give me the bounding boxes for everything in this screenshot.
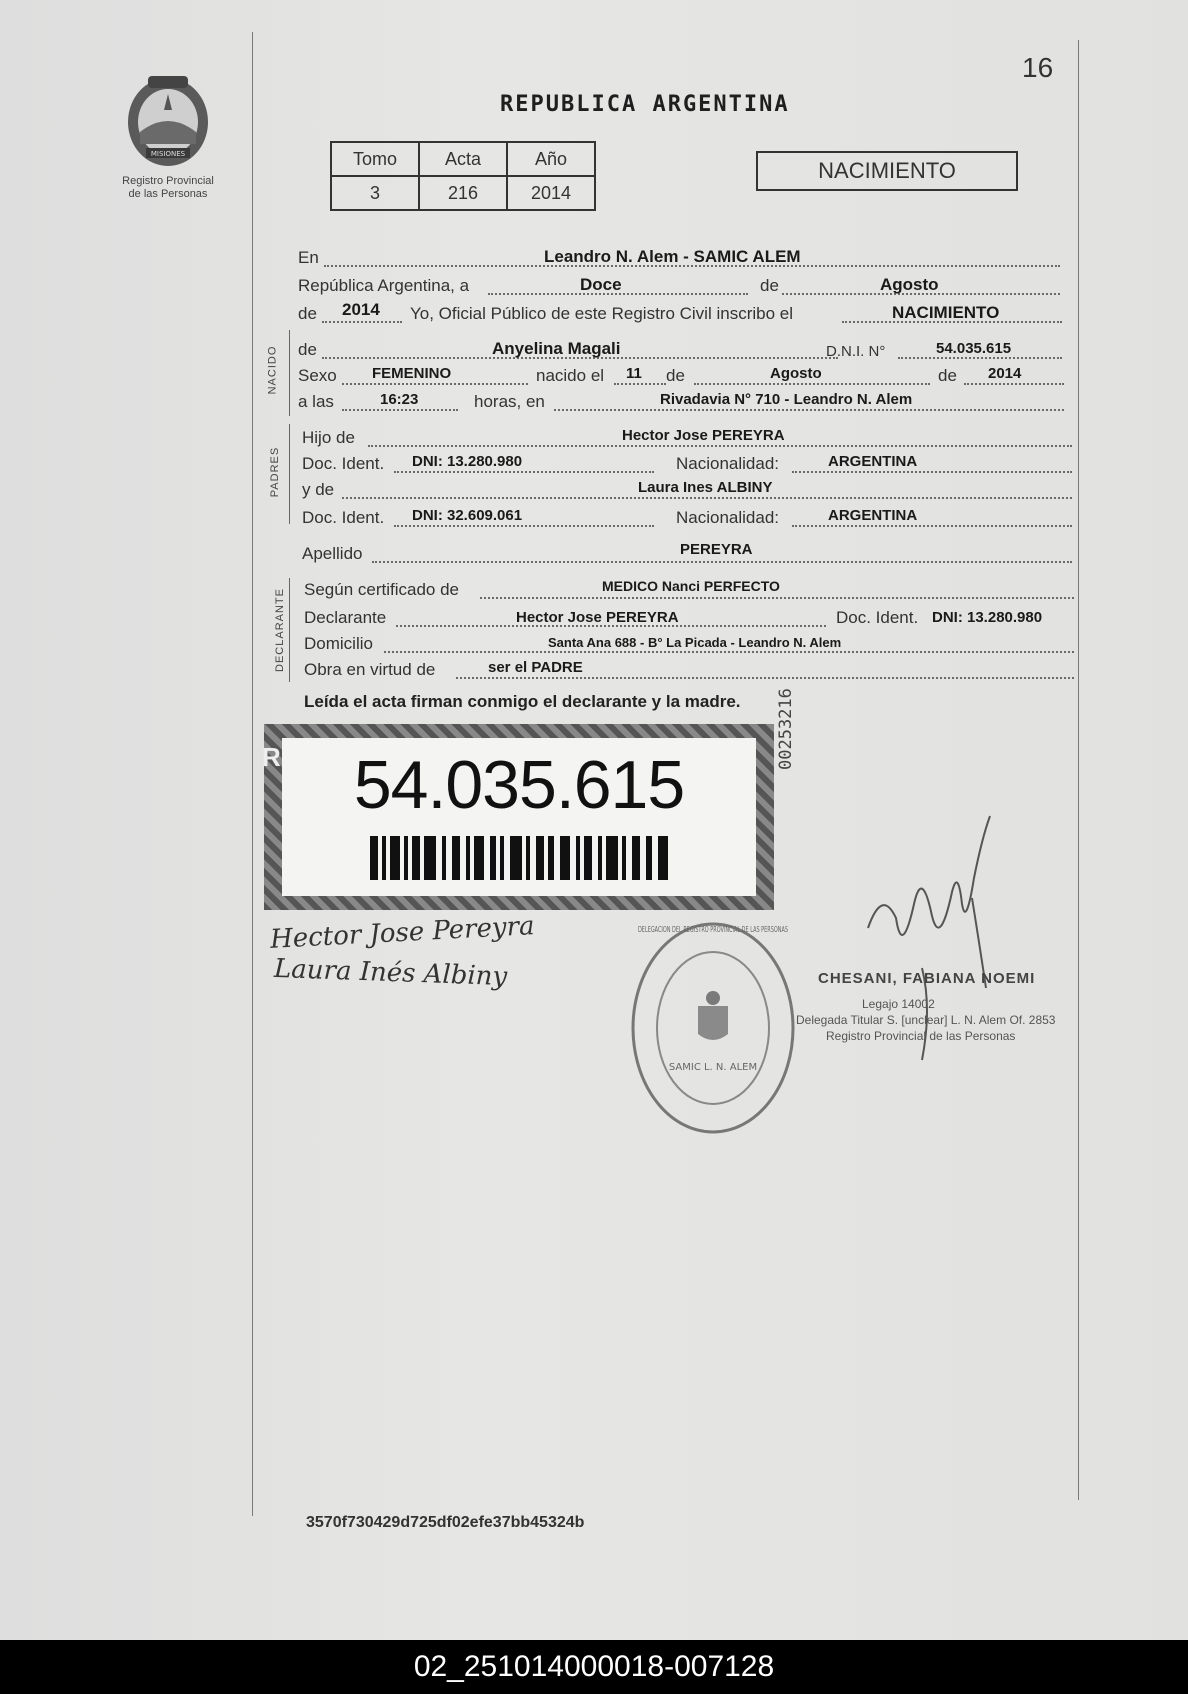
province-emblem-icon [118, 70, 218, 170]
padres-bracket [289, 424, 290, 524]
obra-dots [456, 677, 1074, 679]
de-label-2: de [298, 304, 317, 323]
declarante-bracket [289, 578, 290, 682]
row-apellido [302, 540, 1072, 566]
emblem-lettering: MISIONES [150, 150, 186, 158]
en-value: Leandro N. Alem - SAMIC ALEM [544, 247, 801, 266]
row-obra [304, 656, 1074, 682]
seal-shield-icon [698, 991, 728, 1040]
padre-nac-dots [792, 471, 1072, 473]
nacido-de-label: de [298, 340, 317, 359]
madre-nac-dots [792, 525, 1072, 527]
domicilio-value: Santa Ana 688 - B° La Picada - Leandro N. Alem [548, 635, 842, 650]
padre-doc-dots [394, 471, 654, 473]
sticker-serial: 00253216 [776, 688, 796, 770]
official-cargo: Delegada Titular S. [unclear] L. N. Alem Of. 2853 [796, 1013, 1056, 1027]
hijo-de-label: Hijo de [302, 428, 355, 447]
row-madre-doc [302, 504, 1072, 530]
yo-label: Yo, Oficial Público de este Registro Civil inscribo el [410, 304, 793, 323]
page-number: 16 [1022, 52, 1054, 83]
logo-label-line1: Registro Provincial [122, 175, 214, 187]
declarante-value: Hector Jose PEREYRA [516, 609, 679, 626]
domicilio-dots [384, 651, 1074, 653]
father-signature: Hector Jose Pereyra [269, 911, 536, 955]
madre-nombre: Laura Ines ALBINY [638, 479, 773, 496]
madre-doc: DNI: 32.609.061 [412, 507, 523, 524]
apellido-label: Apellido [302, 544, 363, 563]
anio-value: 2014 [342, 300, 380, 319]
mes-value: Agosto [880, 275, 939, 294]
inscribo-value: NACIMIENTO [892, 303, 1000, 322]
padre-dots [368, 445, 1072, 447]
y-de-label: y de [302, 480, 335, 499]
madre-doc-dots [394, 525, 654, 527]
de-label: de [760, 276, 779, 295]
right-margin-line [1078, 40, 1079, 1500]
official-seal [628, 918, 798, 1138]
row-padre-doc [302, 450, 1072, 476]
madre-nac: ARGENTINA [828, 507, 918, 524]
anio-nac-dots [964, 383, 1064, 385]
sticker-label [282, 738, 756, 896]
nacido-bracket [289, 330, 290, 416]
dni-dots [898, 357, 1062, 359]
row-hora [298, 388, 1068, 414]
registry-table [330, 141, 596, 211]
registry-logo [108, 70, 228, 210]
domicilio-label: Domicilio [304, 634, 373, 653]
de-label-3: de [666, 366, 685, 385]
hora-value: 16:23 [380, 391, 419, 408]
seal-ring-text: DELEGACION DEL REGISTRO PROVINCIAL DE LAS PERSONAS [638, 925, 788, 934]
en-label: En [298, 248, 319, 267]
sexo-value: FEMENINO [372, 365, 452, 382]
official-registro: Registro Provincial de las Personas [826, 1029, 1016, 1043]
row-certificado [304, 576, 1074, 602]
row-hijo-de [302, 424, 1072, 450]
dia-value: Doce [580, 275, 622, 294]
closing-statement: Leída el acta firman conmigo el declarante y la madre. [304, 692, 741, 711]
anio-nac-value: 2014 [988, 365, 1022, 382]
padre-nac: ARGENTINA [828, 453, 918, 470]
nacido-el-label: nacido el [536, 366, 605, 385]
document-hash: 3570f730429d725df02efe37bb45324b [306, 1514, 585, 1531]
dia-nac-dots [614, 383, 666, 385]
sticker-number: 54.035.615 [353, 747, 685, 823]
row-domicilio [304, 630, 1074, 656]
padre-doc-label: Doc. Ident. [302, 454, 385, 473]
lugar-dots [554, 409, 1064, 411]
dia-nac-value: 11 [626, 365, 642, 382]
official-details [796, 996, 1055, 1044]
anio-dots [322, 321, 402, 323]
nacido-side-label: NACIDO [266, 345, 279, 395]
madre-doc-label: Doc. Ident. [302, 508, 385, 527]
madre-dots [342, 497, 1072, 499]
act-type-box: NACIMIENTO [756, 151, 1018, 191]
mes-nac-value: Agosto [770, 365, 822, 382]
certificado-dots [480, 597, 1074, 599]
official-legajo: Legajo 14002 [862, 997, 935, 1011]
sexo-label: Sexo [298, 366, 337, 385]
obra-label: Obra en virtud de [304, 660, 436, 679]
logo-label-line2: de las Personas [128, 188, 208, 200]
hora-dots [342, 409, 458, 411]
acta-value: 216 [419, 176, 507, 210]
padres-side-label: PADRES [269, 446, 282, 498]
scan-id-footer: 02_251014000018-007128 [0, 1640, 1188, 1694]
madre-nac-label: Nacionalidad: [676, 508, 780, 527]
tomo-header: Tomo [331, 142, 419, 176]
anio-value: 2014 [507, 176, 595, 210]
de-label-4: de [938, 366, 957, 385]
barcode-icon [370, 836, 670, 880]
declarante-doc-label: Doc. Ident. [836, 608, 919, 627]
row-nacido-nombre [298, 336, 1068, 362]
horas-en-label: horas, en [474, 392, 545, 411]
apellido-dots [372, 561, 1072, 563]
row-sexo [298, 362, 1068, 388]
padre-nac-label: Nacionalidad: [676, 454, 780, 473]
tomo-value: 3 [331, 176, 419, 210]
padre-nombre: Hector Jose PEREYRA [622, 427, 785, 444]
seal-center-text: SAMIC L. N. ALEM [668, 1062, 758, 1073]
certificado-value: MEDICO Nanci PERFECTO [602, 578, 780, 594]
lugar-value: Rivadavia N° 710 - Leandro N. Alem [660, 391, 913, 408]
declarante-label: Declarante [304, 608, 387, 627]
apellido-value: PEREYRA [680, 541, 753, 558]
declarante-doc-value: DNI: 13.280.980 [932, 609, 1043, 626]
row-declarante [304, 604, 1074, 630]
document-title: REPUBLICA ARGENTINA [500, 92, 790, 117]
sticker-r-mark: R [262, 742, 281, 772]
official-name: CHESANI, FABIANA NOEMI [818, 970, 1036, 987]
mes-nac-dots [694, 383, 930, 385]
left-margin-line [252, 32, 253, 1516]
mother-signature: Laura Inés Albiny [273, 953, 508, 993]
a-las-label: a las [298, 392, 334, 411]
obra-value: ser el PADRE [488, 659, 583, 676]
row-republica [298, 272, 1068, 298]
nacido-nombre: Anyelina Magali [492, 339, 621, 358]
row-yo [298, 300, 1068, 326]
anio-header: Año [507, 142, 595, 176]
certificado-label: Según certificado de [304, 580, 459, 599]
padre-doc: DNI: 13.280.980 [412, 453, 523, 470]
id-sticker [264, 724, 774, 910]
declarante-side-label: DECLARANTE [273, 588, 286, 672]
dni-label: D.N.I. N° [826, 343, 886, 360]
dni-value: 54.035.615 [936, 340, 1012, 357]
republica-label: República Argentina, a [298, 276, 470, 295]
row-en [298, 244, 1068, 270]
acta-header: Acta [419, 142, 507, 176]
row-y-de [302, 476, 1072, 502]
sexo-dots [342, 383, 528, 385]
